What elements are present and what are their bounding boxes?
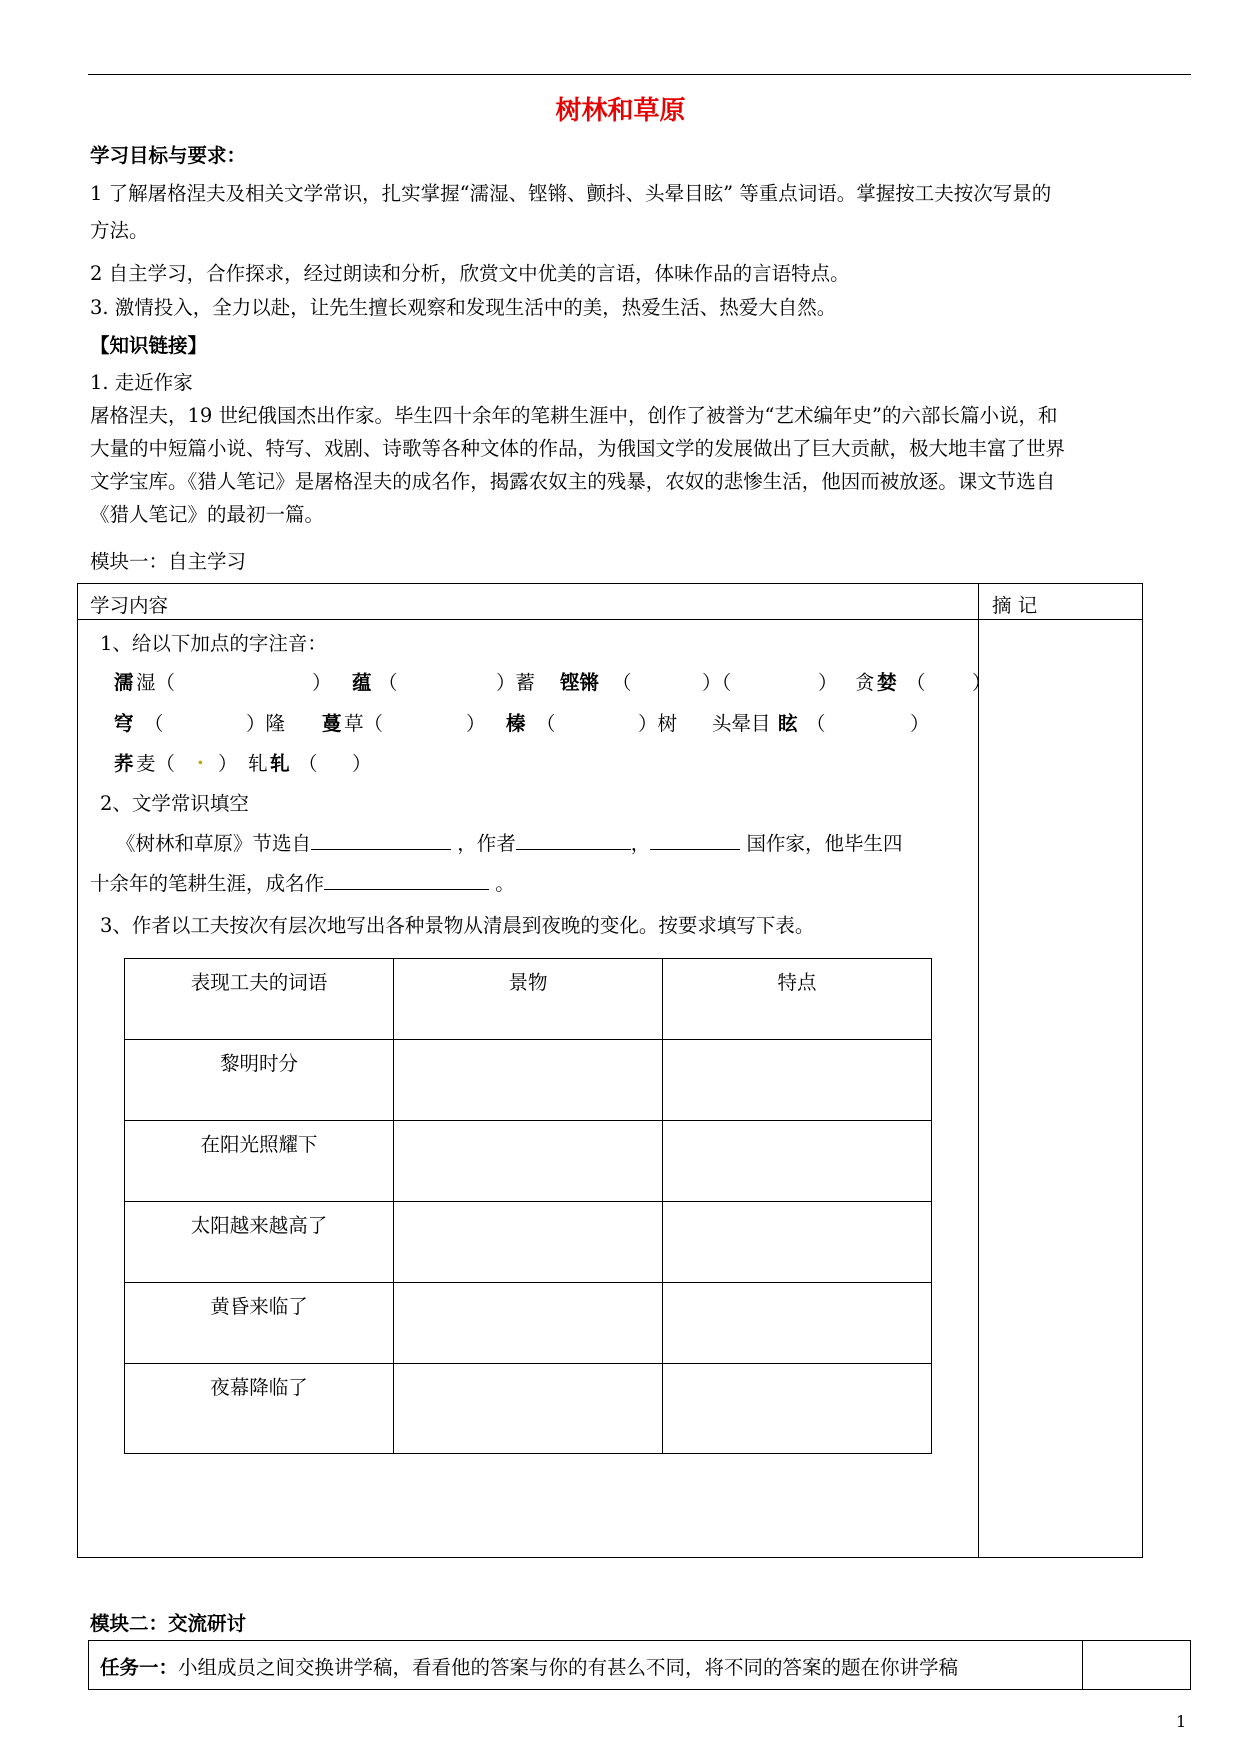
page-number: 1 bbox=[1176, 1712, 1187, 1731]
pinyin-char: 蔓 bbox=[322, 712, 342, 735]
notes-column-divider bbox=[978, 583, 979, 1558]
table-header-cell: 景物 bbox=[394, 959, 663, 1040]
author-line-2: 大量的中短篇小说、特写、戏剧、诗歌等各种文体的作品，为俄国文学的发展做出了巨大贡献，极大地丰富了世界 bbox=[90, 437, 1066, 460]
goal-3: 3. 激情投入，全力以赴，让先生擅长观察和发现生活中的美，热爱生活、热爱大自然。 bbox=[90, 296, 837, 319]
fill-blank-country[interactable] bbox=[650, 829, 740, 850]
goal-1-line-2: 方法。 bbox=[90, 219, 149, 242]
fill-blank-source[interactable] bbox=[311, 829, 451, 850]
fill-text: 《树林和草原》节选自 bbox=[116, 832, 312, 855]
table-cell-scene[interactable] bbox=[394, 1040, 663, 1121]
task-1-line bbox=[100, 1652, 958, 1680]
author-line-4: 《猎人笔记》的最初一篇。 bbox=[90, 503, 325, 526]
author-heading: 1. 走近作家 bbox=[90, 371, 193, 394]
column-notes: 摘 记 bbox=[992, 594, 1038, 617]
fill-text: ， bbox=[630, 832, 651, 855]
header-row-divider bbox=[77, 619, 1143, 620]
pinyin-text: （ bbox=[612, 671, 632, 694]
question-3: 3、作者以工夫按次有层次地写出各种景物从清晨到夜晚的变化。按要求填写下表。 bbox=[100, 914, 815, 937]
time-scene-table bbox=[124, 958, 932, 1454]
pinyin-char: 眩 bbox=[778, 712, 798, 735]
table-row bbox=[125, 1283, 932, 1364]
pinyin-text: 头晕目 bbox=[712, 712, 771, 735]
pinyin-text: 轧 bbox=[248, 752, 268, 775]
pinyin-char: 濡 bbox=[114, 671, 134, 694]
pinyin-char: 榛 bbox=[506, 712, 526, 735]
pinyin-text: ） bbox=[466, 712, 486, 735]
question-2-line-1 bbox=[116, 828, 902, 856]
table-row bbox=[125, 1121, 932, 1202]
pinyin-text: ）（ bbox=[702, 671, 732, 694]
module-2-heading: 模块二：交流研讨 bbox=[90, 1612, 247, 1635]
task-1-text: 小组成员之间交换讲学稿，看看他的答案与你的有甚么不同，将不同的答案的题在你讲学稿 bbox=[178, 1656, 959, 1679]
table-cell-scene[interactable] bbox=[394, 1121, 663, 1202]
table-cell-scene[interactable] bbox=[394, 1364, 663, 1454]
table-cell-scene[interactable] bbox=[394, 1283, 663, 1364]
table-cell-feature[interactable] bbox=[663, 1121, 932, 1202]
knowledge-heading: 【知识链接】 bbox=[90, 334, 208, 357]
author-line-1: 屠格涅夫，19 世纪俄国杰出作家。毕生四十余年的笔耕生涯中，创作了被誉为“艺术编年史”的六部长篇小说，和 bbox=[90, 404, 1058, 427]
question-2: 2、文学常识填空 bbox=[100, 792, 249, 815]
goal-1-line-1: 1 了解屠格涅夫及相关文学常识，扎实掌握“濡湿、铿锵、颤抖、头晕目眩” 等重点词语。掌握按工夫按次写景的 bbox=[90, 182, 1052, 205]
table-cell-scene[interactable] bbox=[394, 1202, 663, 1283]
table-cell-time: 太阳越来越高了 bbox=[125, 1202, 394, 1283]
pinyin-text: ）树 bbox=[638, 712, 678, 735]
table-cell-feature[interactable] bbox=[663, 1040, 932, 1121]
pinyin-char: 蕴 bbox=[352, 671, 372, 694]
table-header-row bbox=[125, 959, 932, 1040]
table-cell-time: 在阳光照耀下 bbox=[125, 1121, 394, 1202]
goal-2: 2 自主学习，合作探求，经过朗读和分析，欣赏文中优美的言语，体味作品的言语特点。 bbox=[90, 262, 850, 285]
task-1-label: 任务一： bbox=[100, 1656, 179, 1679]
table-row bbox=[125, 1202, 932, 1283]
pinyin-text: ） bbox=[818, 671, 838, 694]
pinyin-text: （ bbox=[806, 712, 826, 735]
table-cell-time: 夜幕降临了 bbox=[125, 1364, 394, 1454]
table-cell-feature[interactable] bbox=[663, 1364, 932, 1454]
pinyin-text: ） bbox=[352, 752, 372, 775]
pinyin-text: （ bbox=[378, 671, 398, 694]
pinyin-text: （ bbox=[144, 712, 164, 735]
fill-text: ，作者 bbox=[457, 832, 516, 855]
table-cell-time: 黎明时分 bbox=[125, 1040, 394, 1121]
author-line-3: 文学宝库。《猎人笔记》是屠格涅夫的成名作，揭露农奴主的残暴，农奴的悲惨生活，他因而被放逐。课文节选自 bbox=[90, 470, 1056, 493]
pinyin-char: 荞 bbox=[114, 752, 134, 775]
fill-blank-author[interactable] bbox=[516, 829, 631, 850]
table-row bbox=[125, 1364, 932, 1454]
pinyin-dot: . bbox=[197, 746, 204, 769]
pinyin-text: ）隆 bbox=[246, 712, 286, 735]
table-row bbox=[125, 1040, 932, 1121]
pinyin-text: （ bbox=[906, 671, 926, 694]
pinyin-text: 草（ bbox=[344, 712, 384, 735]
pinyin-char: 穹 bbox=[114, 712, 134, 735]
header-rule bbox=[88, 74, 1191, 75]
fill-text: 。 bbox=[495, 872, 515, 895]
fill-blank-masterpiece[interactable] bbox=[324, 869, 489, 890]
table-cell-feature[interactable] bbox=[663, 1283, 932, 1364]
column-study-content: 学习内容 bbox=[90, 594, 169, 617]
pinyin-text: ） bbox=[312, 671, 332, 694]
table-cell-time: 黄昏来临了 bbox=[125, 1283, 394, 1364]
pinyin-char: 铿锵 bbox=[560, 671, 600, 694]
question-2-line-2 bbox=[90, 868, 515, 896]
pinyin-text: ）蓄 bbox=[496, 671, 536, 694]
page-title: 树林和草原 bbox=[555, 96, 686, 126]
pinyin-text: 贪 bbox=[855, 671, 875, 694]
pinyin-text: 麦（ bbox=[136, 752, 176, 775]
table-cell-feature[interactable] bbox=[663, 1202, 932, 1283]
module-1-heading: 模块一：自主学习 bbox=[90, 550, 247, 573]
pinyin-text: （ bbox=[298, 752, 318, 775]
table-header-cell: 特点 bbox=[663, 959, 932, 1040]
task-box-divider bbox=[1082, 1640, 1083, 1690]
fill-text: 十余年的笔耕生涯，成名作 bbox=[90, 872, 325, 895]
pinyin-text: （ bbox=[536, 712, 556, 735]
table-header-cell: 表现工夫的词语 bbox=[125, 959, 394, 1040]
pinyin-text: ） bbox=[972, 671, 992, 694]
question-1: 1、给以下加点的字注音： bbox=[100, 632, 327, 655]
pinyin-text: ） bbox=[218, 752, 238, 775]
goals-heading: 学习目标与要求： bbox=[90, 144, 247, 167]
pinyin-char: 轧 bbox=[270, 752, 290, 775]
fill-text: 国作家，他毕生四 bbox=[746, 832, 903, 855]
pinyin-text: ） bbox=[910, 712, 930, 735]
pinyin-char: 婪 bbox=[877, 671, 897, 694]
pinyin-text: 湿（ bbox=[136, 671, 176, 694]
